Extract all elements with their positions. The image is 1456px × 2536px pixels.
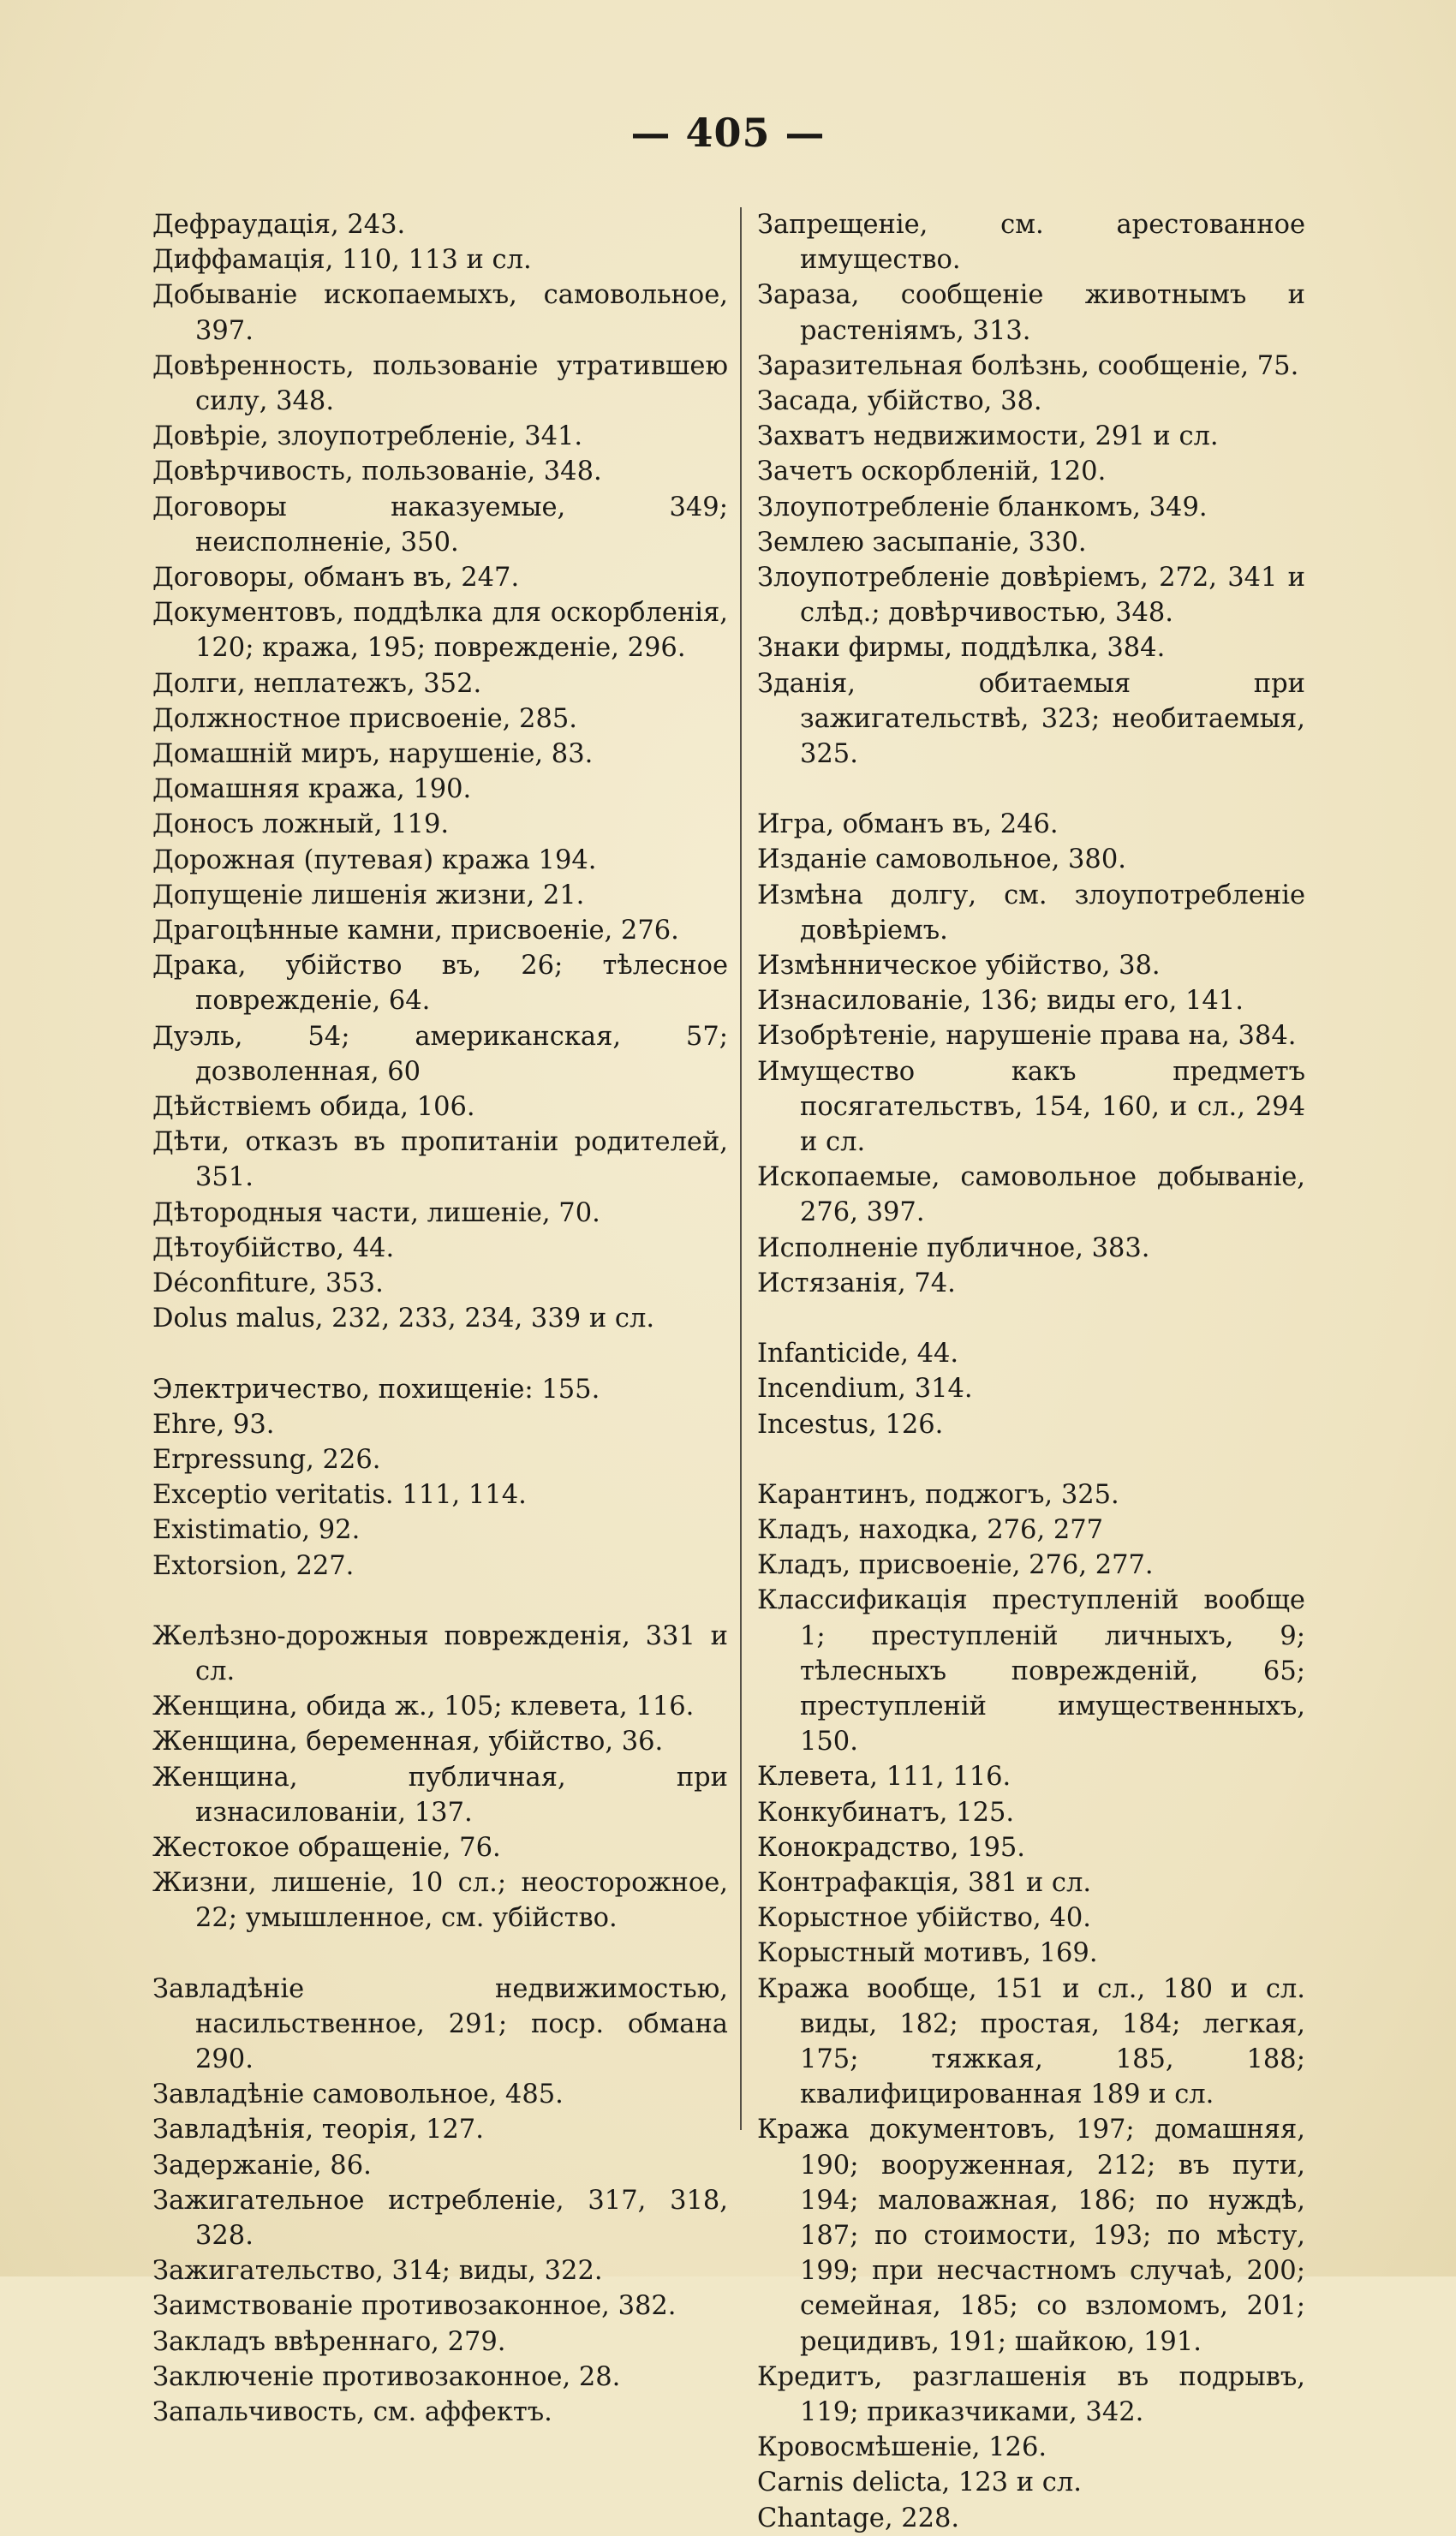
index-entry: Должностное присвоеніе, 285. (152, 703, 577, 734)
index-column-left (152, 207, 728, 2430)
index-entry: Злоупотребленіе бланкомъ, 349. (757, 492, 1208, 522)
index-entry: Задержаніе, 86. (152, 2150, 372, 2181)
index-entry: Корыстное убійство, 40. (757, 1903, 1091, 1934)
index-entry: Зданія, обитаемыя при зажигательствѣ, 323; необитаемыя, 325. (757, 668, 1305, 770)
index-entry: Завладѣніе самовольное, 485. (152, 2080, 564, 2110)
index-entry: Дѣйствіемъ обида, 106. (152, 1092, 475, 1123)
column-divider (740, 207, 742, 2130)
index-entry: Carnis delicta, 123 и сл. (757, 2467, 1082, 2498)
index-entry: Знаки фирмы, поддѣлка, 384. (757, 633, 1166, 664)
index-entry: Желѣзно-дорожныя поврежденія, 331 и сл. (152, 1620, 728, 1686)
index-entry: Документовъ, поддѣлка для оскорбленія, 120; кража, 195; поврежденіе, 296. (152, 598, 728, 664)
index-entry: Жизни, лишеніе, 10 сл.; неосторожное, 22; умышленное, см. убійство. (152, 1868, 728, 1934)
index-entry: Клевета, 111, 116. (757, 1762, 1011, 1793)
index-entry: Диффамація, 110, 113 и сл. (152, 245, 532, 276)
index-entry: Déconfiture, 353. (152, 1268, 384, 1299)
index-entry: Классификація преступленій вообще 1; преступленій личныхъ, 9; тѣлесныхъ поврежденій, 65; преступленій имущественныхъ, 150. (757, 1585, 1305, 1757)
index-group (757, 1477, 1305, 2536)
index-entry: Карантинъ, поджогъ, 325. (757, 1479, 1119, 1510)
index-entry: Закладъ ввѣреннаго, 279. (152, 2326, 506, 2357)
index-column-right (757, 207, 1305, 2536)
index-entry: Доносъ ложный, 119. (152, 809, 450, 840)
index-entry: Изобрѣтеніе, нарушеніе права на, 384. (757, 1021, 1297, 1052)
index-entry: Довѣріе, злоупотребленіе, 341. (152, 421, 583, 452)
index-entry: Дефраудація, 243. (152, 210, 406, 240)
index-entry: Жестокое обращеніе, 76. (152, 1832, 501, 1863)
index-entry: Incendium, 314. (757, 1374, 973, 1405)
index-entry: Контрафакція, 381 и сл. (757, 1867, 1092, 1898)
index-entry: Кладъ, присвоеніе, 276, 277. (757, 1550, 1154, 1581)
index-entry: Incestus, 126. (757, 1409, 944, 1440)
index-entry: Кража вообще, 151 и сл., 180 и сл. виды, 182; простая, 184; легкая, 175; тяжкая, 185, 188; квалифицированная 189 и сл. (757, 1973, 1305, 2110)
index-entry: Долги, неплатежъ, 352. (152, 668, 482, 699)
index-entry: Допущеніе лишенія жизни, 21. (152, 880, 585, 910)
index-entry: Изданіе самовольное, 380. (757, 844, 1126, 875)
index-entry: Изнасилованіе, 136; виды его, 141. (757, 986, 1244, 1017)
index-entry: Кража документовъ, 197; домашняя, 190; вооруженная, 212; въ пути, 194; маловажная, 186; по нуждѣ, 187; по стоимости, 193; по мѣсту, 199; при несчастномъ случаѣ, 200; семейная, 185; со взломомъ, 201; рецидивъ, 191; шайкою, 191. (757, 2115, 1305, 2357)
index-entry: Злоупотребленіе довѣріемъ, 272, 341 и слѣд.; довѣрчивостью, 348. (757, 563, 1305, 629)
index-entry: Захватъ недвижимости, 291 и сл. (757, 421, 1219, 452)
index-entry: Exceptio veritatis. 111, 114. (152, 1480, 527, 1511)
index-group (152, 1972, 728, 2431)
index-entry: Dolus malus, 232, 233, 234, 339 и сл. (152, 1304, 655, 1334)
index-group (757, 1336, 1305, 1442)
index-entry: Кладъ, находка, 276, 277 (757, 1514, 1104, 1545)
index-entry: Засада, убійство, 38. (757, 386, 1042, 417)
index-entry: Землею засыпаніе, 330. (757, 527, 1087, 558)
index-entry: Женщина, обида ж., 105; клевета, 116. (152, 1692, 695, 1722)
index-entry: Истязанія, 74. (757, 1268, 956, 1298)
index-entry: Дѣтородныя части, лишеніе, 70. (152, 1197, 600, 1228)
index-entry: Extorsion, 227. (152, 1550, 355, 1581)
index-entry: Женщина, беременная, убійство, 36. (152, 1727, 664, 1757)
index-entry: Договоры наказуемые, 349; неисполненіе, 350. (152, 492, 728, 558)
index-group (757, 207, 1305, 772)
index-entry: Зараза, сообщеніе животнымъ и растеніямъ, 313. (757, 280, 1305, 346)
index-entry: Заимствованіе противозаконное, 382. (152, 2291, 677, 2322)
index-group (152, 1372, 728, 1584)
index-entry: Домашній миръ, нарушеніе, 83. (152, 739, 594, 770)
index-entry: Дуэль, 54; американская, 57; дозволенная, 60 (152, 1021, 728, 1087)
index-entry: Довѣрчивость, пользованіе, 348. (152, 456, 602, 487)
page-number: — 405 — (630, 110, 826, 156)
index-entry: Existimatio, 92. (152, 1515, 361, 1546)
index-entry: Зажигательное истребленіе, 317, 318, 328. (152, 2185, 728, 2251)
index-group (152, 207, 728, 1337)
index-entry: Конкубинатъ, 125. (757, 1797, 1015, 1828)
index-entry: Заключеніе противозаконное, 28. (152, 2361, 621, 2392)
index-entry: Запальчивость, см. аффектъ. (152, 2396, 552, 2427)
index-entry: Зажигательство, 314; виды, 322. (152, 2256, 603, 2287)
index-entry: Добываніе ископаемыхъ, самовольное, 397. (152, 280, 728, 346)
index-entry: Ehre, 93. (152, 1409, 275, 1440)
index-entry: Драка, убійство въ, 26; тѣлесное поврежденіе, 64. (152, 951, 728, 1017)
index-entry: Chantage, 228. (757, 2503, 960, 2533)
index-entry: Довѣренность, пользованіе утратившею силу, 348. (152, 350, 728, 417)
index-entry: Заразительная болѣзнь, сообщеніе, 75. (757, 350, 1299, 381)
index-entry: Запрещеніе, см. арестованное имущество. (757, 210, 1305, 276)
index-entry: Erpressung, 226. (152, 1444, 381, 1475)
index-entry: Электричество, похищеніе: 155. (152, 1374, 600, 1405)
index-entry: Договоры, обманъ въ, 247. (152, 563, 520, 594)
index-entry: Завладѣнія, теорія, 127. (152, 2115, 484, 2145)
index-group (152, 1619, 728, 1936)
index-entry: Ископаемые, самовольное добываніе, 276, 397. (757, 1162, 1305, 1228)
index-entry: Измѣна долгу, см. злоупотребленіе довѣріемъ. (757, 880, 1305, 946)
index-entry: Infanticide, 44. (757, 1339, 959, 1369)
index-entry: Дорожная (путевая) кража 194. (152, 844, 597, 875)
index-entry: Измѣнническое убійство, 38. (757, 951, 1161, 982)
index-entry: Исполненіе публичное, 383. (757, 1232, 1150, 1263)
index-entry: Кредитъ, разглашенія въ подрывъ, 119; приказчиками, 342. (757, 2361, 1305, 2427)
index-entry: Драгоцѣнные камни, присвоеніе, 276. (152, 916, 679, 946)
index-entry: Корыстный мотивъ, 169. (757, 1938, 1098, 1969)
index-entry: Кровосмѣшеніе, 126. (757, 2432, 1047, 2463)
index-group (757, 807, 1305, 1301)
index-entry: Конокрадство, 195. (757, 1832, 1025, 1863)
index-entry: Завладѣніе недвижимостью, насильственное, 291; поср. обмана 290. (152, 1973, 728, 2074)
index-entry: Женщина, публичная, при изнасилованіи, 137. (152, 1762, 728, 1828)
index-entry: Дѣтоубійство, 44. (152, 1232, 395, 1263)
index-entry: Домашняя кража, 190. (152, 774, 472, 805)
index-entry: Дѣти, отказъ въ пропитаніи родителей, 351. (152, 1127, 728, 1193)
index-entry: Зачетъ оскорбленій, 120. (757, 456, 1107, 487)
index-entry: Имущество какъ предметъ посягательствъ, 154, 160, и сл., 294 и сл. (757, 1056, 1305, 1158)
index-entry: Игра, обманъ въ, 246. (757, 809, 1059, 840)
